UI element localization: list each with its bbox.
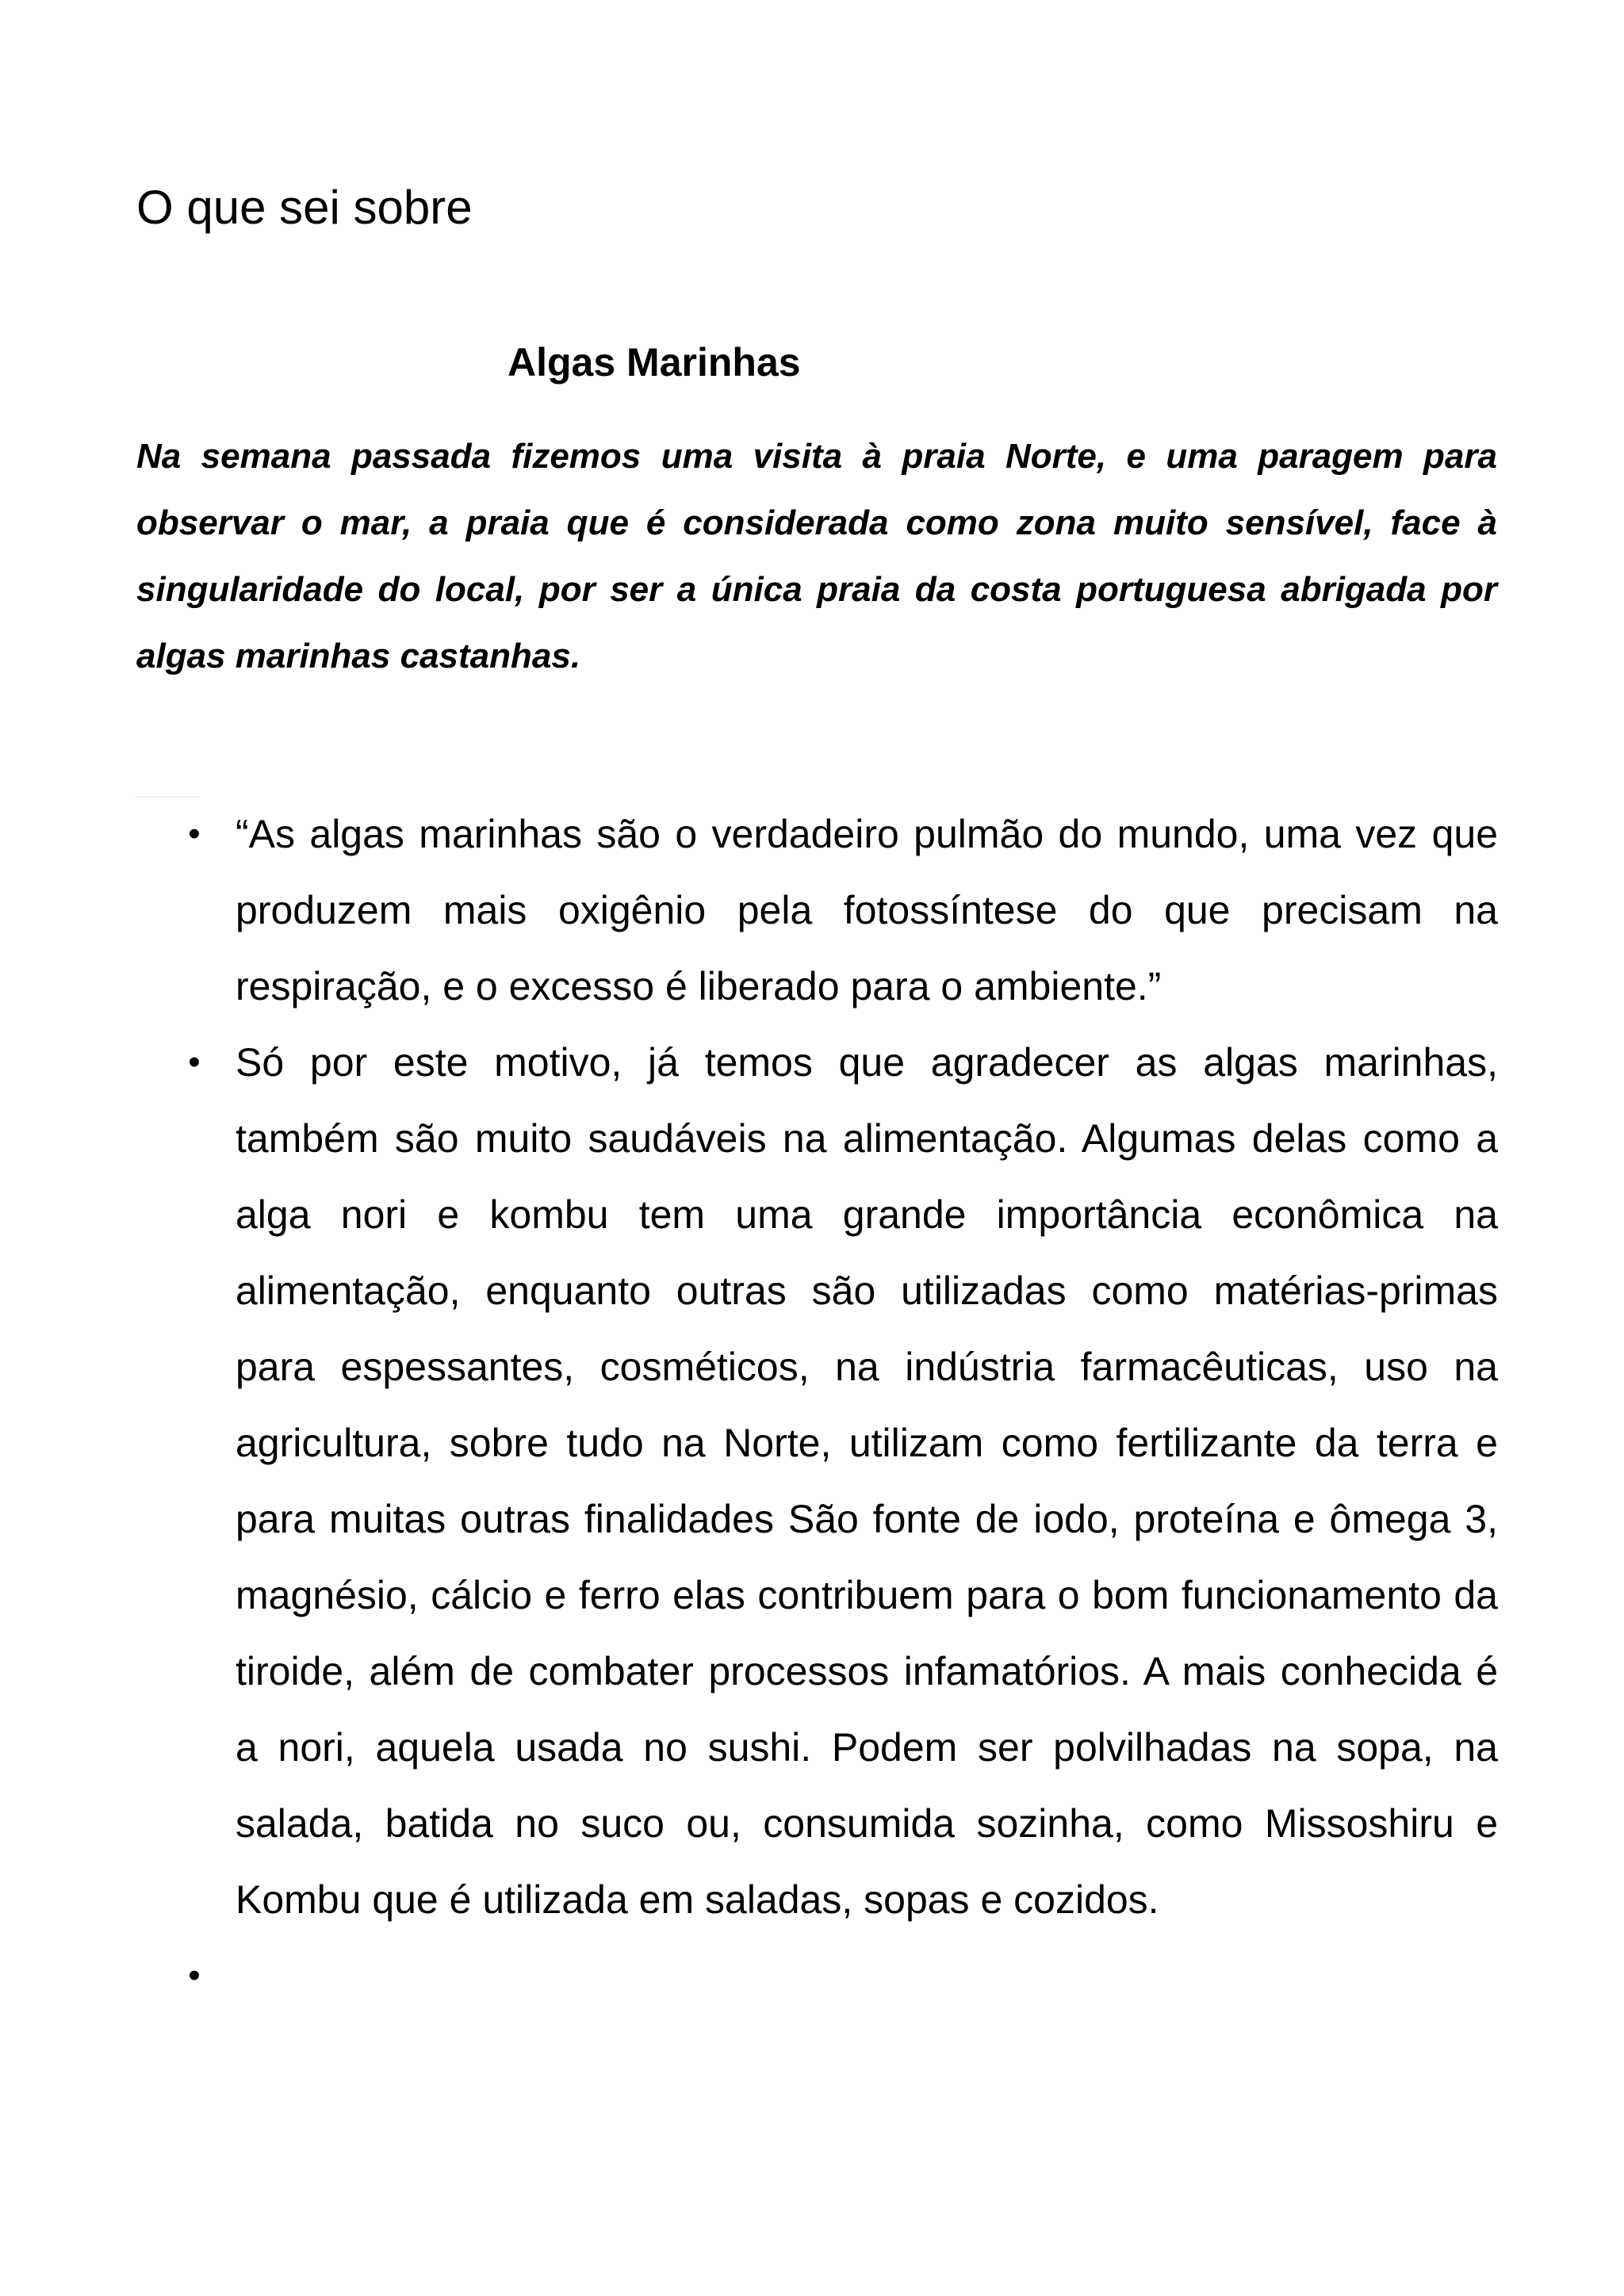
bullet-dot-icon: • bbox=[188, 1956, 201, 1995]
document-title: Algas Marinhas bbox=[508, 340, 801, 385]
bullet-dot-icon: • bbox=[188, 814, 201, 853]
document-heading: O que sei sobre bbox=[136, 181, 473, 234]
bullet-item-benefits bbox=[188, 1024, 1498, 1938]
bullet-item-empty bbox=[188, 1938, 1498, 2014]
bullet-dot-icon: • bbox=[188, 1043, 201, 1081]
bullet-text: Só por este motivo, já temos que agradecer as algas marinhas, também são muito saudáveis na alimentação. Algumas delas como a alga nori e kombu tem uma grande importância econômica na alimentação, enquanto outras são utilizadas como matérias-primas para espessantes, cosméticos, na indústria farmacêuticas, uso na agricultura, sobre tudo na Norte, utilizam como fertilizante da terra e para muitas outras finalidades São fonte de iodo, proteína e ômega 3, magnésio, cálcio e ferro elas contribuem para o bom funcionamento da tiroide, além de combater processos infamatórios. A mais conhecida é a nori, aquela usada no sushi. Podem ser polvilhadas na sopa, na salada, batida no suco ou, consumida sozinha, como Missoshiru e Kombu que é utilizada em saladas, sopas e cozidos. bbox=[236, 1040, 1498, 1922]
bullet-list bbox=[0, 796, 1624, 2014]
bullet-item-quote bbox=[188, 796, 1498, 1024]
intro-paragraph: Na semana passada fizemos uma visita à praia Norte, e uma paragem para observar o mar, a praia que é considerada como zona muito sensível, face à singularidade do local, por ser a única praia da costa portuguesa abrigada por algas marinhas castanhas. bbox=[136, 437, 1497, 675]
bullet-text: “As algas marinhas são o verdadeiro pulmão do mundo, uma vez que produzem mais oxigênio pela fotossíntese do que precisam na respiração, e o excesso é liberado para o ambiente.” bbox=[236, 812, 1498, 1008]
